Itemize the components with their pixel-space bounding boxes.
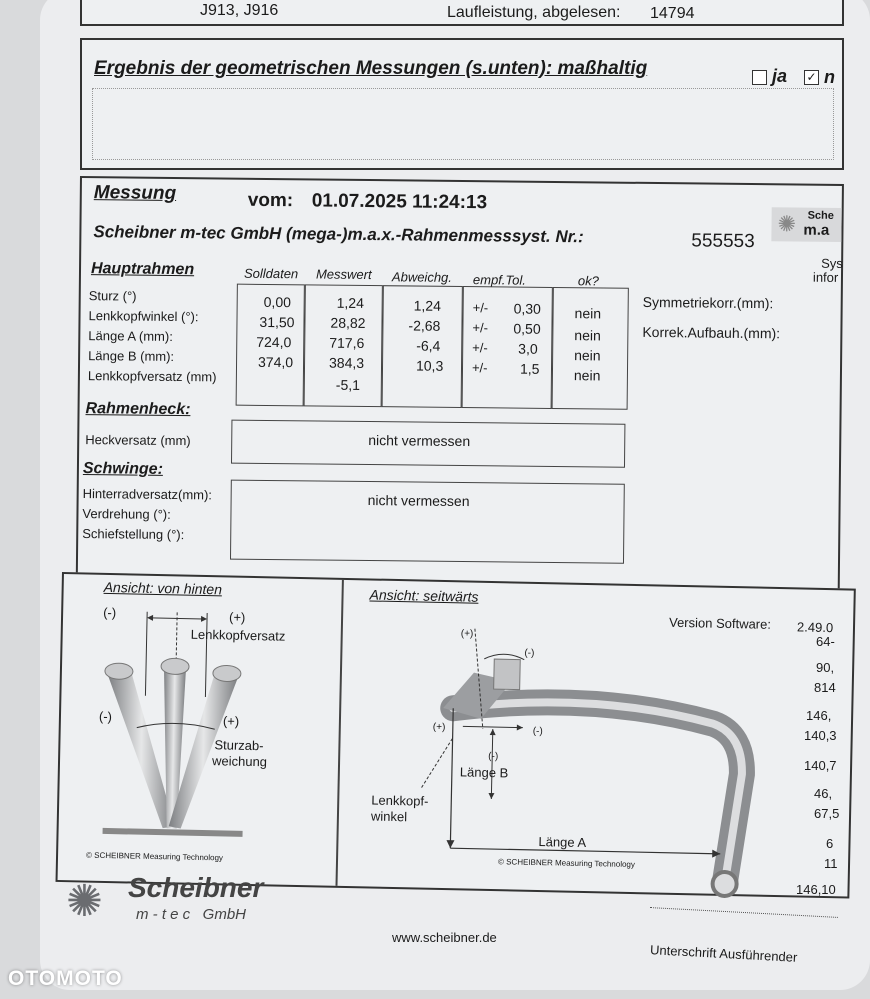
result-box — [80, 38, 844, 170]
right-values — [790, 630, 838, 900]
side-minus-top: (-) — [524, 647, 535, 659]
rear-minus-top: (-) — [103, 604, 117, 621]
measurement-box — [76, 176, 844, 598]
col-tolerance: empf.Tol. — [472, 272, 527, 288]
software-label: Version Software: — [668, 614, 772, 632]
side-text-2: infor — [812, 269, 839, 285]
result-heading: Ergebnis der geometrischen Messungen (s.unten): maßhaltig — [94, 58, 648, 79]
side-text-1: Sys — [821, 255, 843, 271]
row-tol-sign: +/- — [472, 340, 488, 356]
camber-label-2: weichung — [211, 753, 268, 770]
row-label: Länge B (mm): — [88, 348, 175, 364]
rear-offset-label: Heckversatz (mm) — [85, 432, 191, 449]
row-tolerance: 1,5 — [519, 360, 540, 377]
side-logo-bottom: m.a — [803, 221, 830, 239]
yes-checkbox[interactable] — [752, 70, 767, 85]
row-tol-sign: +/- — [471, 360, 488, 376]
row-deviation: -2,68 — [408, 317, 441, 334]
correction-label: Korrek.Aufbauh.(mm): — [642, 323, 781, 342]
row-ok: nein — [573, 367, 601, 384]
right-value: 11 — [824, 856, 838, 871]
side-logo-top: Sche — [807, 209, 834, 222]
side-credit: © SCHEIBNER Measuring Technology — [497, 857, 636, 870]
no-checkbox[interactable]: ✓ — [804, 70, 819, 85]
swingarm-value: nicht vermessen — [367, 492, 470, 510]
side-view-title: Ansicht: seitwärts — [369, 586, 479, 605]
rear-credit: © SCHEIBNER Measuring Technology — [85, 850, 224, 863]
row-tolerance: 0,30 — [513, 300, 541, 317]
mileage-label: Laufleistung, abgelesen: — [447, 4, 621, 21]
row-deviation: 1,24 — [413, 297, 441, 314]
row-measured: 384,3 — [328, 354, 365, 371]
rear-offset-field — [231, 420, 625, 468]
camber-label-1: Sturzab- — [214, 737, 264, 754]
sun-logo-icon: ✺ — [777, 211, 797, 237]
system-number: 555553 — [691, 230, 755, 253]
right-value: 140,7 — [804, 758, 837, 773]
swingarm-label-twist: Verdrehung (°): — [82, 506, 171, 522]
side-plus-mid: (+) — [432, 721, 446, 734]
brand-name: Scheibner — [128, 872, 264, 903]
brand-sub: m - t e c GmbH — [136, 906, 247, 923]
row-label: Sturz (°) — [88, 288, 137, 304]
swingarm-field — [230, 480, 625, 564]
rear-view-title: Ansicht: von hinten — [103, 578, 223, 598]
rear-minus-mid: (-) — [98, 708, 113, 725]
main-frame-heading: Hauptrahmen — [90, 260, 195, 279]
row-label: Lenkkopfwinkel (°): — [88, 308, 199, 325]
symmetry-label: Symmetriekorr.(mm): — [642, 293, 774, 312]
dotted-notes-area — [92, 88, 834, 160]
right-value: 90, — [816, 660, 835, 675]
row-label: Lenkkopfversatz (mm) — [87, 368, 217, 385]
swingarm-label-offset: Hinterradversatz(mm): — [82, 486, 213, 503]
vehicle-info-box — [80, 0, 844, 26]
col-ok: ok? — [577, 273, 599, 289]
measurement-heading: Messung — [93, 182, 177, 205]
rear-offset-label: Lenkkopfversatz — [190, 626, 286, 644]
side-logo — [771, 207, 841, 242]
row-deviation: -6,4 — [416, 337, 441, 354]
rear-frame-heading: Rahmenheck: — [85, 400, 191, 419]
date-label: vom: — [247, 189, 294, 212]
row-measured: 1,24 — [336, 294, 365, 311]
diagrams-box — [56, 572, 856, 899]
row-label: Länge A (mm): — [88, 328, 173, 344]
col-measured: Messwert — [315, 266, 372, 283]
scheibner-logo-icon: ✺ — [66, 877, 103, 926]
row-measured: 717,6 — [329, 334, 365, 351]
rear-plus-top: (+) — [228, 609, 246, 625]
row-target: 31,50 — [259, 313, 295, 331]
website: www.scheibner.de — [392, 930, 497, 945]
vin-codes: J913, J916 — [200, 2, 279, 19]
swingarm-label-tilt: Schiefstellung (°): — [82, 526, 185, 543]
side-minus-mid: (-) — [532, 725, 543, 738]
row-tolerance: 3,0 — [518, 340, 538, 357]
row-measured: -5,1 — [335, 376, 361, 393]
col-deviation: Abweichg. — [391, 269, 453, 285]
row-tol-sign: +/- — [472, 320, 489, 336]
right-value: 6 — [826, 836, 834, 851]
no-label: n — [824, 67, 835, 87]
right-value: 67,5 — [814, 806, 840, 821]
row-measured: 28,82 — [330, 314, 366, 331]
row-tolerance: 0,50 — [513, 320, 541, 337]
date-value: 01.07.2025 11:24:13 — [311, 190, 488, 214]
steering-angle-label-1: Lenkkopf- — [371, 792, 429, 809]
rear-offset-value: nicht vermessen — [368, 432, 471, 450]
system-label: Scheibner m-tec GmbH (mega-)m.a.x.-Rahmenmesssyst. Nr.: — [93, 222, 584, 247]
side-minus-low: (-) — [488, 750, 499, 763]
length-a-label: Länge A — [538, 834, 587, 851]
row-tol-sign: +/- — [472, 300, 489, 316]
watermark: OTOMOTO — [8, 967, 123, 990]
rear-plus-mid: (+) — [222, 713, 240, 729]
right-value: 46, — [814, 786, 833, 801]
row-ok: nein — [574, 327, 601, 344]
mileage-value: 14794 — [650, 5, 695, 22]
swingarm-heading: Schwinge: — [82, 460, 164, 478]
row-target: 374,0 — [257, 353, 294, 371]
right-value: 146,10 — [796, 882, 836, 897]
row-target: 724,0 — [256, 333, 292, 351]
right-value: 64- — [816, 634, 835, 649]
col-target: Solldaten — [243, 265, 299, 282]
right-value: 814 — [814, 680, 836, 695]
row-ok: nein — [574, 305, 602, 322]
signature-label: Unterschrift Ausführender — [649, 942, 798, 965]
side-plus-top: (+) — [460, 628, 474, 640]
row-deviation: 10,3 — [415, 357, 444, 374]
yes-label: ja — [772, 66, 788, 86]
row-target: 0,00 — [263, 293, 292, 311]
software-version: 2.49.0 — [796, 619, 834, 636]
right-value: 140,3 — [804, 728, 837, 743]
row-ok: nein — [574, 347, 601, 364]
steering-angle-label-2: winkel — [370, 808, 408, 825]
right-value: 146, — [806, 708, 832, 723]
length-b-label: Länge B — [459, 764, 509, 781]
